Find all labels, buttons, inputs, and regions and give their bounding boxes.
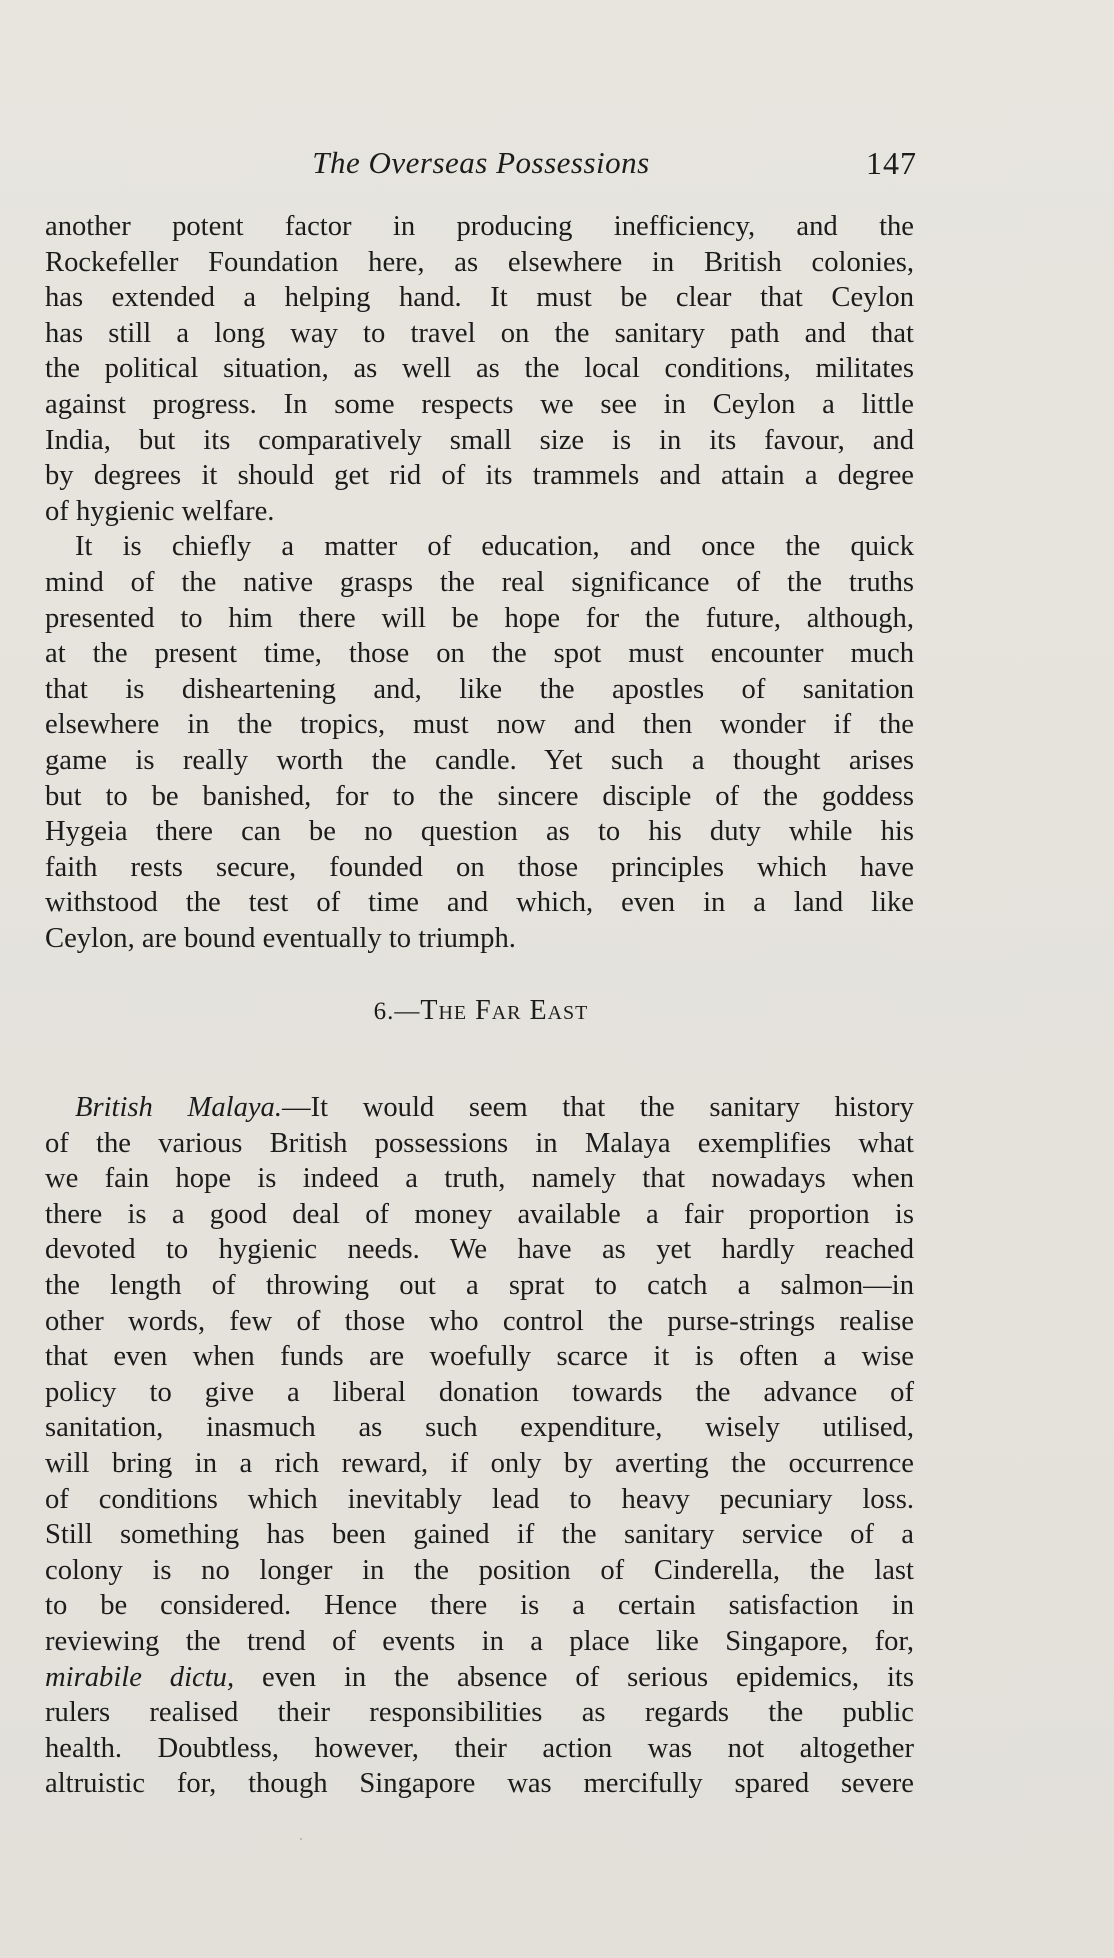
text-line: to be considered. Hence there is a certain satisfaction in [45,1590,914,1622]
line-rest: even in the absence of serious epidemics, its [234,1661,914,1693]
text-line: health. Doubtless, however, their action was not altogether [45,1732,914,1764]
page-number: 147 [866,145,917,181]
text-line: of conditions which inevitably lead to heavy pecuniary loss. [45,1483,914,1515]
text-line: Still something has been gained if the sanitary service of a [45,1519,914,1551]
latin-phrase: mirabile dictu, [45,1661,235,1693]
text-line: Rockefeller Foundation here, as elsewhere in British colonies, [45,246,914,278]
text-line: at the present time, those on the spot must encounter much [45,638,914,670]
section-heading [45,995,917,1027]
text-line: by degrees it should get rid of its trammels and attain a degree [45,460,914,492]
text-line: rulers realised their responsibilities as regards the public [45,1697,914,1729]
text-line: will bring in a rich reward, if only by averting the occurrence [45,1447,914,1479]
text-line: altruistic for, though Singapore was mercifully spared severe [45,1768,914,1800]
text-line: has extended a helping hand. It must be clear that Ceylon [45,282,914,314]
section-number: 6.— [373,998,421,1025]
text-line: It is chiefly a matter of education, and once the quick [75,531,914,563]
section-title: The Far East [420,995,589,1026]
text-line: presented to him there will be hope for the future, although, [45,602,914,634]
text-line: another potent factor in producing inefficiency, and the [45,211,914,242]
text-line: has still a long way to travel on the sanitary path and that [45,317,914,349]
text-line: elsewhere in the tropics, must now and then wonder if the [45,709,914,741]
text-line: that is disheartening and, like the apostles of sanitation [45,673,914,705]
text-line: India, but its comparatively small size is in its favour, and [45,424,914,456]
page-header [45,145,917,189]
text-line: the political situation, as well as the local conditions, militates [45,353,914,385]
text-line-italic-phrase [45,1660,914,1696]
text-line: that even when funds are woefully scarce it is often a wise [45,1341,914,1373]
text-line: mind of the native grasps the real significance of the truths [45,566,914,598]
text-line: of hygienic welfare. [45,495,275,527]
text-line: we fain hope is indeed a truth, namely that nowadays when [45,1163,914,1195]
text-line: there is a good deal of money available a fair proportion is [45,1198,914,1230]
text-line: policy to give a liberal donation towards the advance of [45,1376,914,1408]
text-line: against progress. In some respects we see in Ceylon a little [45,388,914,420]
lead-text: —It would seem that the sanitary history [282,1092,914,1123]
text-line: Hygeia there can be no question as to his duty while his [45,816,914,848]
body-text-lower [45,1090,914,1802]
paper-speck [300,1838,302,1840]
text-line: sanitation, inasmuch as such expenditure, wisely utilised, [45,1412,914,1444]
body-text-upper [45,209,914,956]
text-line: reviewing the trend of events in a place like Singapore, for, [45,1625,914,1657]
text-line: colony is no longer in the position of Cinderella, the last [45,1554,914,1586]
text-line: other words, few of those who control the purse-strings realise [45,1305,914,1337]
text-line-lead [45,1090,914,1126]
text-line: of the various British possessions in Malaya exemplifies what [45,1127,914,1159]
text-line: faith rests secure, founded on those principles which have [45,851,914,883]
running-title: The Overseas Possessions [312,145,650,180]
text-line: game is really worth the candle. Yet such a thought arises [45,744,914,776]
text-line: Ceylon, are bound eventually to triumph. [45,922,516,954]
text-line: devoted to hygienic needs. We have as yet hardly reached [45,1234,914,1266]
text-line: but to be banished, for to the sincere disciple of the goddess [45,780,914,812]
text-line: withstood the test of time and which, even in a land like [45,887,914,919]
subsection-title: British Malaya. [75,1092,282,1123]
text-line: the length of throwing out a sprat to catch a salmon—in [45,1269,914,1301]
